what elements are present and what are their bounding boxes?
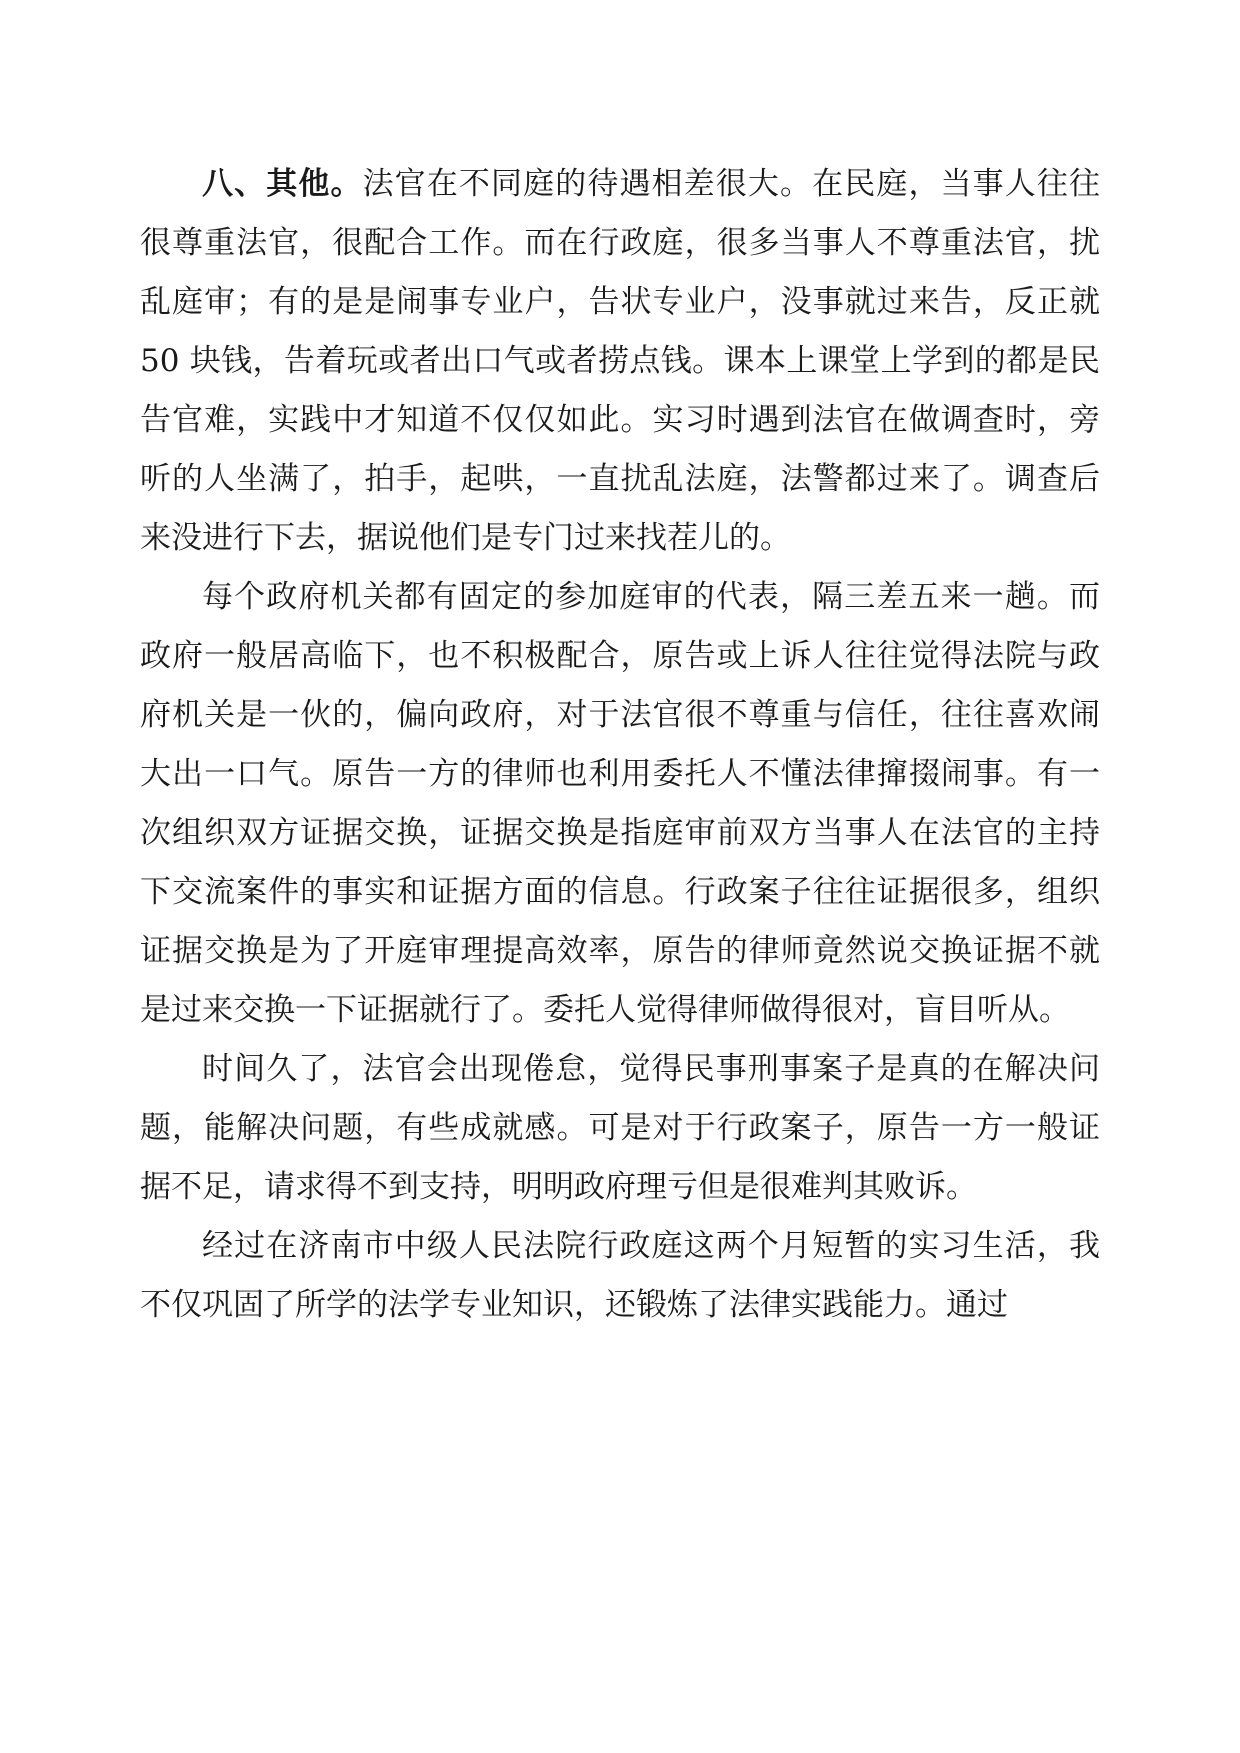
paragraph-conclusion: 经过在济南市中级人民法院行政庭这两个月短暂的实习生活，我不仅巩固了所学的法学专业知识，还锻炼了法律实践能力。通过	[140, 1228, 1100, 1323]
section-heading: 八、其他。	[202, 166, 363, 202]
paragraph-other	[140, 155, 1100, 568]
paragraph-text: 法官在不同庭的待遇相差很大。在民庭，当事人往往很尊重法官，很配合工作。而在行政庭，很多当事人不尊重法官，扰乱庭审；有的是是闹事专业户，告状专业户，没事就过来告，反正就 50 块钱，告着玩或者出口气或者捞点钱。课本上课堂上学到的都是民告官难，实践中才知道不仅仅如此。实习时遇到法官在做调查时，旁听的人坐满了，拍手，起哄，一直扰乱法庭，法警都过来了。调查后来没进行下去，据说他们是专门过来找茬儿的。	[140, 166, 1101, 556]
paragraph-fatigue: 时间久了，法官会出现倦怠，觉得民事刑事案子是真的在解决问题，能解决问题，有些成就感。可是对于行政案子，原告一方一般证据不足，请求得不到支持，明明政府理亏但是很难判其败诉。	[140, 1051, 1100, 1205]
paragraph-government-agencies: 每个政府机关都有固定的参加庭审的代表，隔三差五来一趟。而政府一般居高临下，也不积极配合，原告或上诉人往往觉得法院与政府机关是一伙的，偏向政府，对于法官很不尊重与信任，往往喜欢闹大出一口气。原告一方的律师也利用委托人不懂法律撺掇闹事。有一次组织双方证据交换，证据交换是指庭审前双方当事人在法官的主持下交流案件的事实和证据方面的信息。行政案子往往证据很多，组织证据交换是为了开庭审理提高效率，原告的律师竟然说交换证据不就是过来交换一下证据就行了。委托人觉得律师做得很对，盲目听从。	[140, 579, 1100, 1028]
body-text	[140, 155, 1100, 1335]
